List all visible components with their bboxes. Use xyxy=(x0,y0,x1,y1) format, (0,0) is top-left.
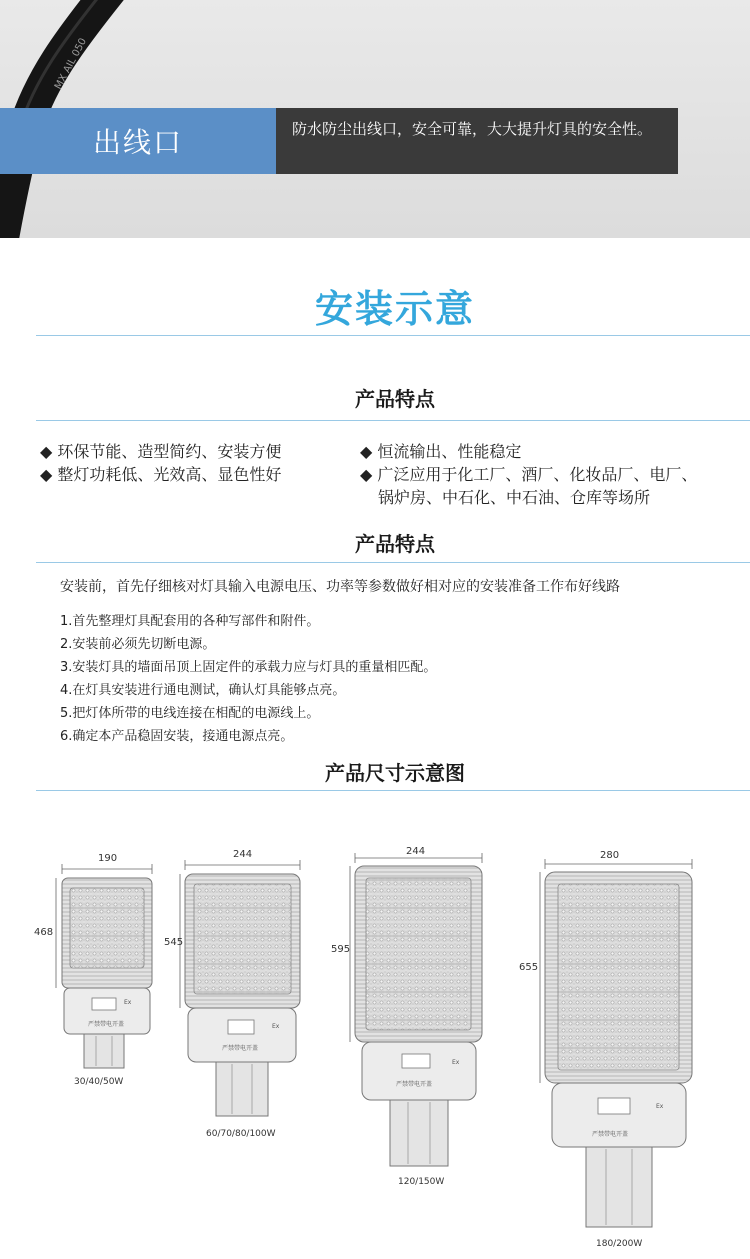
height-label: 655 xyxy=(519,962,539,973)
features-heading: 产品特点 xyxy=(355,387,435,411)
divider xyxy=(36,335,750,336)
height-label: 545 xyxy=(164,937,184,948)
dimension-drawings xyxy=(0,838,750,1259)
lamp-180-200w xyxy=(519,850,692,1249)
height-label: 595 xyxy=(331,944,351,955)
feature-item: ◆ 环保节能、造型简约、安装方便 xyxy=(40,442,282,461)
ex-mark: Ex xyxy=(272,1023,280,1030)
power-label: 60/70/80/100W xyxy=(206,1129,276,1139)
install-title: 安装示意 xyxy=(314,287,475,331)
divider xyxy=(36,562,750,563)
lamp-60-100w xyxy=(164,849,300,1139)
divider xyxy=(36,790,750,791)
height-label: 468 xyxy=(34,927,54,938)
power-label: 180/200W xyxy=(596,1239,643,1249)
warning-plate: 严禁带电开盖 xyxy=(592,1131,629,1138)
feature-item: ◆ 广泛应用于化工厂、酒厂、化妆品厂、电厂、 xyxy=(360,465,698,484)
width-label: 244 xyxy=(406,846,426,857)
width-label: 244 xyxy=(233,849,253,860)
feature-item: 锅炉房、中石化、中石油、仓库等场所 xyxy=(378,488,651,507)
outlet-label: 出线口 xyxy=(0,108,276,174)
step-item: 4.在灯具安装进行通电测试，确认灯具能够点亮。 xyxy=(60,683,346,698)
warning-plate: 严禁带电开盖 xyxy=(88,1021,125,1028)
width-label: 280 xyxy=(600,850,620,861)
cable-outlet-banner xyxy=(0,0,750,238)
cable-print: MX AIL 050 xyxy=(52,36,90,92)
installation-steps xyxy=(60,610,436,748)
step-item: 1.首先整理灯具配套用的各种写部件和附件。 xyxy=(60,614,320,629)
installation-heading: 产品特点 xyxy=(355,532,435,556)
ex-mark: Ex xyxy=(656,1103,664,1110)
step-item: 5.把灯体所带的电线连接在相配的电源线上。 xyxy=(60,706,320,721)
lamp-120-150w xyxy=(331,846,482,1187)
outlet-description: 防水防尘出线口，安全可靠，大大提升灯具的安全性。 xyxy=(276,108,678,174)
step-item: 2.安装前必须先切断电源。 xyxy=(60,637,216,652)
power-label: 30/40/50W xyxy=(74,1077,124,1087)
ex-mark: Ex xyxy=(124,999,132,1006)
lamp-30-50w xyxy=(34,853,152,1087)
ex-mark: Ex xyxy=(452,1059,460,1066)
warning-plate: 严禁带电开盖 xyxy=(222,1045,259,1052)
power-label: 120/150W xyxy=(398,1177,445,1187)
feature-item: ◆ 恒流输出、性能稳定 xyxy=(360,442,522,461)
step-item: 3.安装灯具的墙面吊顶上固定件的承载力应与灯具的重量相匹配。 xyxy=(60,660,437,675)
feature-item: ◆ 整灯功耗低、光效高、显色性好 xyxy=(40,465,282,484)
installation-intro: 安装前，首先仔细核对灯具输入电源电压、功率等参数做好相对应的安装准备工作布好线路 xyxy=(60,579,620,595)
warning-plate: 严禁带电开盖 xyxy=(396,1081,433,1088)
dimensions-heading: 产品尺寸示意图 xyxy=(325,761,465,785)
divider xyxy=(36,420,750,421)
step-item: 6.确定本产品稳固安装，接通电源点亮。 xyxy=(60,729,294,744)
width-label: 190 xyxy=(98,853,118,864)
